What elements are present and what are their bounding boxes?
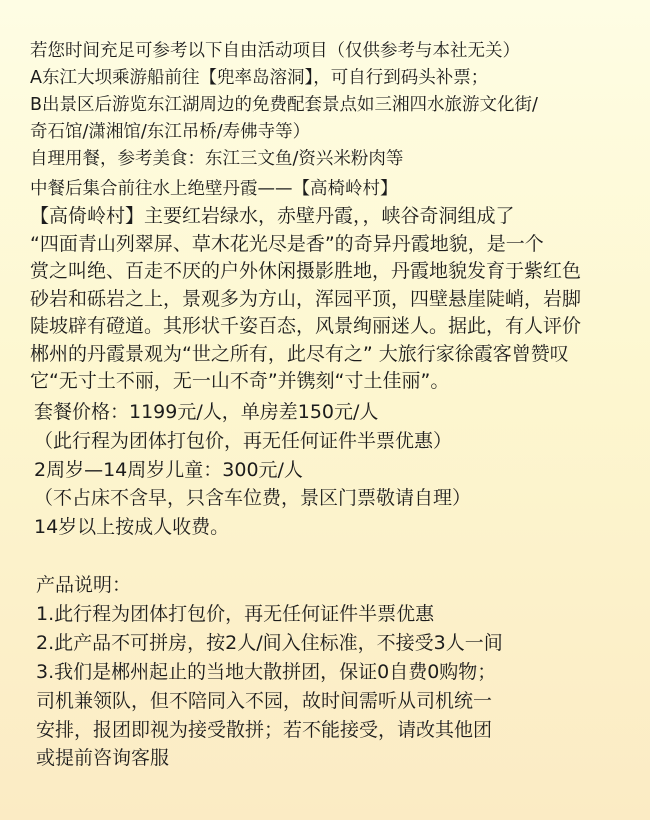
intro-line: 赏之叫绝、百走不厌的户外休闲摄影胜地，丹霞地貌发育于紫红色 bbox=[30, 260, 582, 282]
intro-line: 陡坡辟有磴道。其形状千姿百态，风景绚丽迷人。据此，有人评价 bbox=[30, 315, 582, 337]
product-note-line: 司机兼领队，但不陪同入不园，故时间需听从司机统一 bbox=[36, 689, 493, 712]
lunch-heading: 中餐后集合前往水上绝壁丹霞——【高椅岭村】 bbox=[30, 179, 398, 199]
free-activity-line: 奇石馆/潇湘馆/东江吊桥/寿佛寺等） bbox=[30, 122, 311, 142]
product-notes-section bbox=[36, 571, 650, 773]
intro-line: 【高倚岭村】主要红岩绿水，赤壁丹霞，，峡谷奇洞组成了 bbox=[30, 205, 515, 227]
price-section bbox=[34, 398, 650, 542]
price-line: 2周岁—14周岁儿童：300元/人 bbox=[34, 458, 303, 481]
free-activity-line: B出景区后游览东江湖周边的免费配套景点如三湘四水旅游文化街/ bbox=[30, 95, 538, 115]
product-notes-title: 产品说明： bbox=[36, 574, 132, 596]
product-note-line: 安排，报团即视为接受散拼；若不能接受，请改其他团 bbox=[36, 718, 493, 741]
intro-line: 它“无寸土不丽，无一山不奇”并镌刻“寸土佳丽”。 bbox=[30, 370, 450, 392]
intro-line: 砂岩和砾岩之上，景观多为方山，浑园平顶，四壁悬崖陡峭，岩脚 bbox=[30, 287, 582, 310]
intro-line: 郴州的丹霞景观为“世之所有，此尽有之” 大旅行家徐霞客曾赞叹 bbox=[30, 342, 569, 365]
free-activity-line: 若您时间充足可参考以下自由活动项目（仅供参考与本社无关） bbox=[30, 41, 520, 61]
product-note-line: 3.我们是郴州起止的当地大散拼团，保证0自费0购物； bbox=[36, 660, 497, 683]
price-line: 套餐价格：1199元/人，单房差150元/人 bbox=[34, 401, 379, 423]
lunch-heading-block bbox=[30, 176, 650, 203]
free-activity-line: 自理用餐，参考美食：东江三文鱼/资兴米粉肉等 bbox=[30, 149, 404, 169]
free-activities-section bbox=[30, 38, 650, 173]
intro-line: “四面青山列翠屏、草木花光尽是香”的奇异丹霞地貌，是一个 bbox=[30, 232, 544, 255]
gaoyiling-intro-section bbox=[30, 203, 650, 396]
price-line: （不占床不含早，只含车位费，景区门票敬请自理） bbox=[34, 487, 472, 510]
product-note-line: 或提前咨询客服 bbox=[36, 747, 170, 770]
free-activity-line: A东江大坝乘游船前往【兜率岛溶洞】，可自行到码头补票； bbox=[30, 68, 489, 88]
product-note-line: 1.此行程为团体打包价，再无任何证件半票优惠 bbox=[36, 602, 435, 625]
price-line: （此行程为团体打包价，再无任何证件半票优惠） bbox=[34, 429, 453, 452]
price-line: 14岁以上按成人收费。 bbox=[34, 516, 230, 539]
product-note-line: 2.此产品不可拼房，按2人/间入住标准，不接受3人一间 bbox=[36, 631, 503, 654]
